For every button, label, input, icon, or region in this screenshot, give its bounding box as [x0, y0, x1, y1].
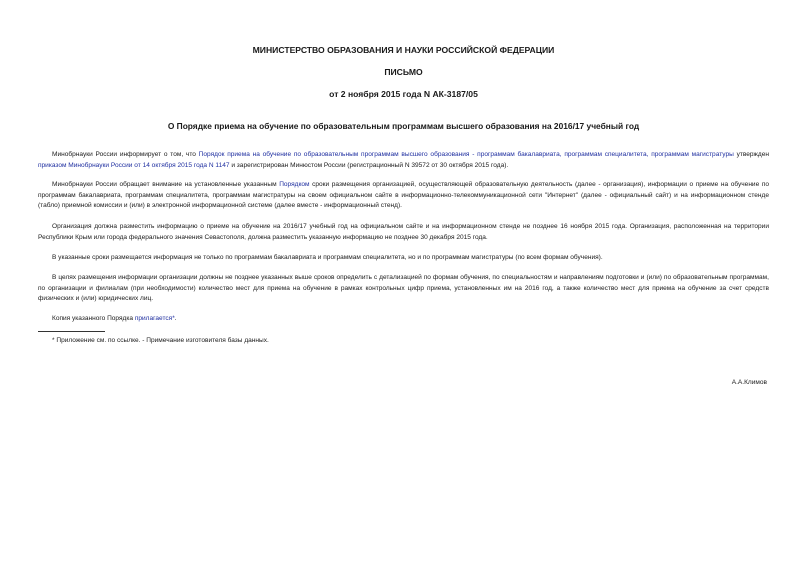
document-type: ПИСЬМО [384, 67, 423, 77]
p2-text-after: сроки размещения организацией, осуществляющей образовательную деятельность (далее - организация), информации о приеме на обучение по программам бакалавриата, программам специалитета, программам магистратуры на своем официальном сайте в информационно-телекоммуникационной сети "Интернет" (далее - официальный сайт) и на информационном стенде (табло) приемной комиссии и (или) в электронной информационной системе (далее вместе - информационный стенд). [38, 181, 770, 209]
order-link[interactable]: приказом Минобрнауки России от 14 октября 2015 года N 1147 [38, 161, 230, 169]
p6-text-after: . [174, 315, 177, 322]
ministry-title: МИНИСТЕРСТВО ОБРАЗОВАНИЯ И НАУКИ РОССИЙСКОЙ ФЕДЕРАЦИИ [252, 45, 555, 55]
p1-text-before: Минобрнауки России информирует о том, что [52, 151, 199, 158]
footnote: * Приложение см. по ссылке. - Примечание изготовителя базы данных. [52, 337, 269, 344]
document-subject: О Порядке приема на обучение по образовательным программам высшего образования на 2016/17 учебный год [167, 121, 640, 131]
paragraph-3: Организация должна разместить информацию о приеме на обучение на 2016/17 учебный год на официальном сайте и на информационном стенде не позднее 16 ноября 2015 года. Организация, расположенная на территории Республики Крым или города федерального значения Севастополя, должна разместить указанную информацию не позднее 30 декабря 2015 года. [38, 223, 769, 241]
signature: А.А.Климов [731, 379, 767, 386]
footnote-divider [38, 331, 105, 332]
paragraph-4: В указанные сроки размещается информация не только по программам бакалавриата и программам специалитета, но и по программам магистратуры (по всем формам обучения). [52, 254, 603, 261]
paragraph-1 [38, 150, 769, 171]
p1-text-after: и зарегистрирован Минюстом России (регистрационный N 39572 от 30 октября 2015 года). [229, 161, 509, 169]
procedure-link[interactable]: Порядок приема на обучение по образовательным программам высшего образования - программам бакалавриата, программам специалитета, программам магистратуры [198, 151, 734, 158]
paragraph-2 [38, 180, 769, 212]
p6-text-before: Копия указанного Порядка [52, 315, 135, 322]
attachment-link[interactable]: прилагается* [134, 315, 175, 322]
date-number: от 2 ноября 2015 года N АК-3187/05 [329, 89, 478, 99]
p1-text-middle: утвержден [733, 151, 770, 158]
procedure-link-2[interactable]: Порядком [279, 181, 310, 188]
paragraph-6 [38, 314, 769, 325]
p2-text-before: Минобрнауки России обращает внимание на установленные указанным [52, 181, 280, 188]
paragraph-5: В целях размещения информации организации должны не позднее указанных выше сроков определить с детализацией по формам обучения, по специальностям и направлениям подготовки и (или) по образовательным программам, по организации и филиалам (при необходимости) количество мест для приема на обучение в рамках контрольных цифр приема, установленных им на 2016 год, а также количество мест для приема на обучение за счет средств физических и (или) юридических лиц. [38, 274, 769, 302]
